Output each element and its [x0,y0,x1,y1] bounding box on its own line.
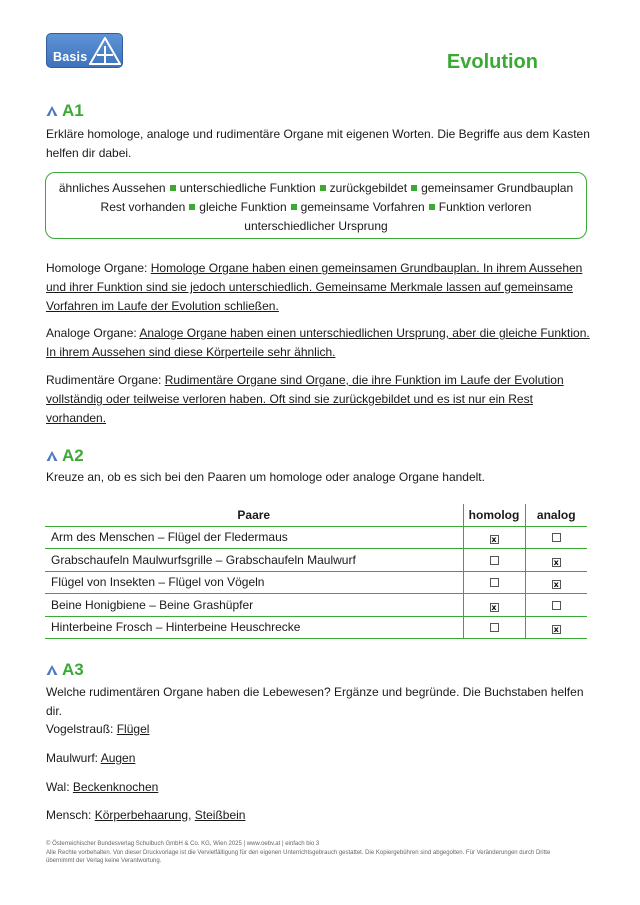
level-triangle-icon [46,450,58,462]
pair-cell: Beine Honigbiene – Beine Grashüpfer [45,594,463,617]
term: gleiche Funktion [199,200,287,214]
analog-checkbox[interactable] [552,601,561,610]
term: gemeinsamer Grundbauplan [421,181,574,195]
word-line-1 [46,179,586,198]
column-header-homolog: homolog [463,504,525,526]
homolog-cell [463,571,525,594]
term: Rest vorhanden [100,200,186,214]
page-title: Evolution [446,51,538,73]
term: unterschiedliche Funktion [179,181,316,195]
analog-cell [525,571,587,594]
homolog-checkbox[interactable] [490,556,499,565]
answer-analoge [46,324,594,362]
answer-rudimentaere [46,371,594,428]
word-box [45,172,587,239]
pair-cell: Flügel von Insekten – Flügel von Vögeln [45,571,463,594]
bullet-icon [429,204,435,210]
bullet-icon [189,204,195,210]
homolog-cell [463,594,525,617]
level-triangle-icon [46,664,58,676]
homolog-checkbox[interactable]: x [491,535,497,545]
analog-checkbox[interactable] [552,533,561,542]
bullet-icon [320,185,326,191]
section-heading-a2 [46,446,84,466]
bullet-icon [291,204,297,210]
organism-label: Mensch: [46,808,95,822]
table-row [45,549,587,572]
pairs-table [45,504,587,639]
task-a1: Erkläre homologe, analoge und rudimentäre Organe mit eigenen Worten. Die Begriffe aus dem Kasten helfen dir dabei. [46,127,590,160]
homolog-cell [463,616,525,639]
logo-triangle-icon [89,37,121,66]
answer-label: Analoge Organe: [46,326,140,340]
level-triangle-icon [46,105,58,117]
organism-answer: Augen [100,751,136,765]
term: ähnliches Aussehen [58,181,166,195]
organism-answer: Körperbehaarung [94,808,189,822]
organism-vogelstrauss [46,720,594,739]
copyright-footer [46,840,576,866]
table-header-row [45,504,587,526]
separator: , [188,808,195,822]
pair-cell: Grabschaufeln Maulwurfsgrille – Grabschaufeln Maulwurf [45,549,463,572]
analog-checkbox[interactable]: x [553,580,559,590]
term: zurückgebildet [329,181,408,195]
section-label: A1 [62,101,84,120]
footer-line-1: © Österreichischer Bundesverlag Schulbuch GmbH & Co. KG, Wien 2025 | www.oebv.at | einfach bio 3 [46,841,320,847]
table-row [45,594,587,617]
analog-checkbox[interactable]: x [553,557,559,567]
column-header-analog: analog [525,504,587,526]
answer-text: Rudimentäre Organe sind Organe, die ihre Funktion im Laufe der Evolution vollständig oder teilweise verloren haben. Oft sind sie zurückgebildet und es ist nur ein Rest vorhanden. [46,373,564,425]
answer-label: Homologe Organe: [46,261,151,275]
word-line-2 [46,198,586,217]
section-label: A3 [62,660,84,679]
task-a3: Welche rudimentären Organe haben die Lebewesen? Ergänze und begründe. Die Buchstaben helfen dir. [46,685,584,718]
pair-cell: Arm des Menschen – Flügel der Fledermaus [45,526,463,549]
organism-answer: Flügel [116,722,150,736]
task-a2: Kreuze an, ob es sich bei den Paaren um homologe oder analoge Organe handelt. [46,470,485,484]
publisher-logo [46,33,123,68]
organism-label: Wal: [46,780,73,794]
answer-label: Rudimentäre Organe: [46,373,165,387]
section-label: A2 [62,446,84,465]
footer-line-2: Alle Rechte vorbehalten. Von dieser Druckvorlage ist die Vervielfältigung für den eigenen Unterrichtsgebrauch gestattet. Die Kopiergebühren sind abgegolten. Für Veränderungen durch Dritte übernimmt der Verlag keine Verantwortung. [46,849,551,864]
bullet-icon [411,185,417,191]
organism-mensch [46,806,594,825]
homolog-checkbox[interactable] [490,623,499,632]
bullet-icon [170,185,176,191]
organism-maulwurf [46,749,594,768]
analog-cell [525,594,587,617]
analog-cell [525,549,587,572]
organism-label: Vogelstrauß: [46,722,117,736]
organism-wal [46,778,594,797]
organism-answer: Beckenknochen [72,780,159,794]
logo-text: Basis [53,50,88,64]
term: Funktion verloren [438,200,532,214]
section-heading-a1 [46,101,84,121]
term: unterschiedlicher Ursprung [244,219,388,233]
homolog-checkbox[interactable]: x [491,602,497,612]
section-heading-a3 [46,660,84,680]
answer-text: Homologe Organe haben einen gemeinsamen Grundbauplan. In ihrem Aussehen und ihrer Funktion sind sie jedoch unterschiedlich. Gemeinsame Merkmale lassen auf gemeinsame Vorfahren im Laufe der Evolution schließen. [46,261,583,313]
table-row [45,526,587,549]
column-header-pairs: Paare [45,504,463,526]
homolog-checkbox[interactable] [490,578,499,587]
organism-answer: Steißbein [194,808,246,822]
analog-checkbox[interactable]: x [553,625,559,635]
analog-cell [525,526,587,549]
pair-cell: Hinterbeine Frosch – Hinterbeine Heuschrecke [45,616,463,639]
word-line-3 [46,217,586,236]
homolog-cell [463,549,525,572]
table-row [45,571,587,594]
answer-text: Analoge Organe haben einen unterschiedlichen Ursprung, aber die gleiche Funktion. In ihrem Aussehen sind diese Körperteile sehr ähnlich. [46,326,590,359]
analog-cell [525,616,587,639]
term: gemeinsame Vorfahren [300,200,425,214]
answer-homologe [46,259,594,316]
organism-label: Maulwurf: [46,751,101,765]
table-row [45,616,587,639]
homolog-cell [463,526,525,549]
